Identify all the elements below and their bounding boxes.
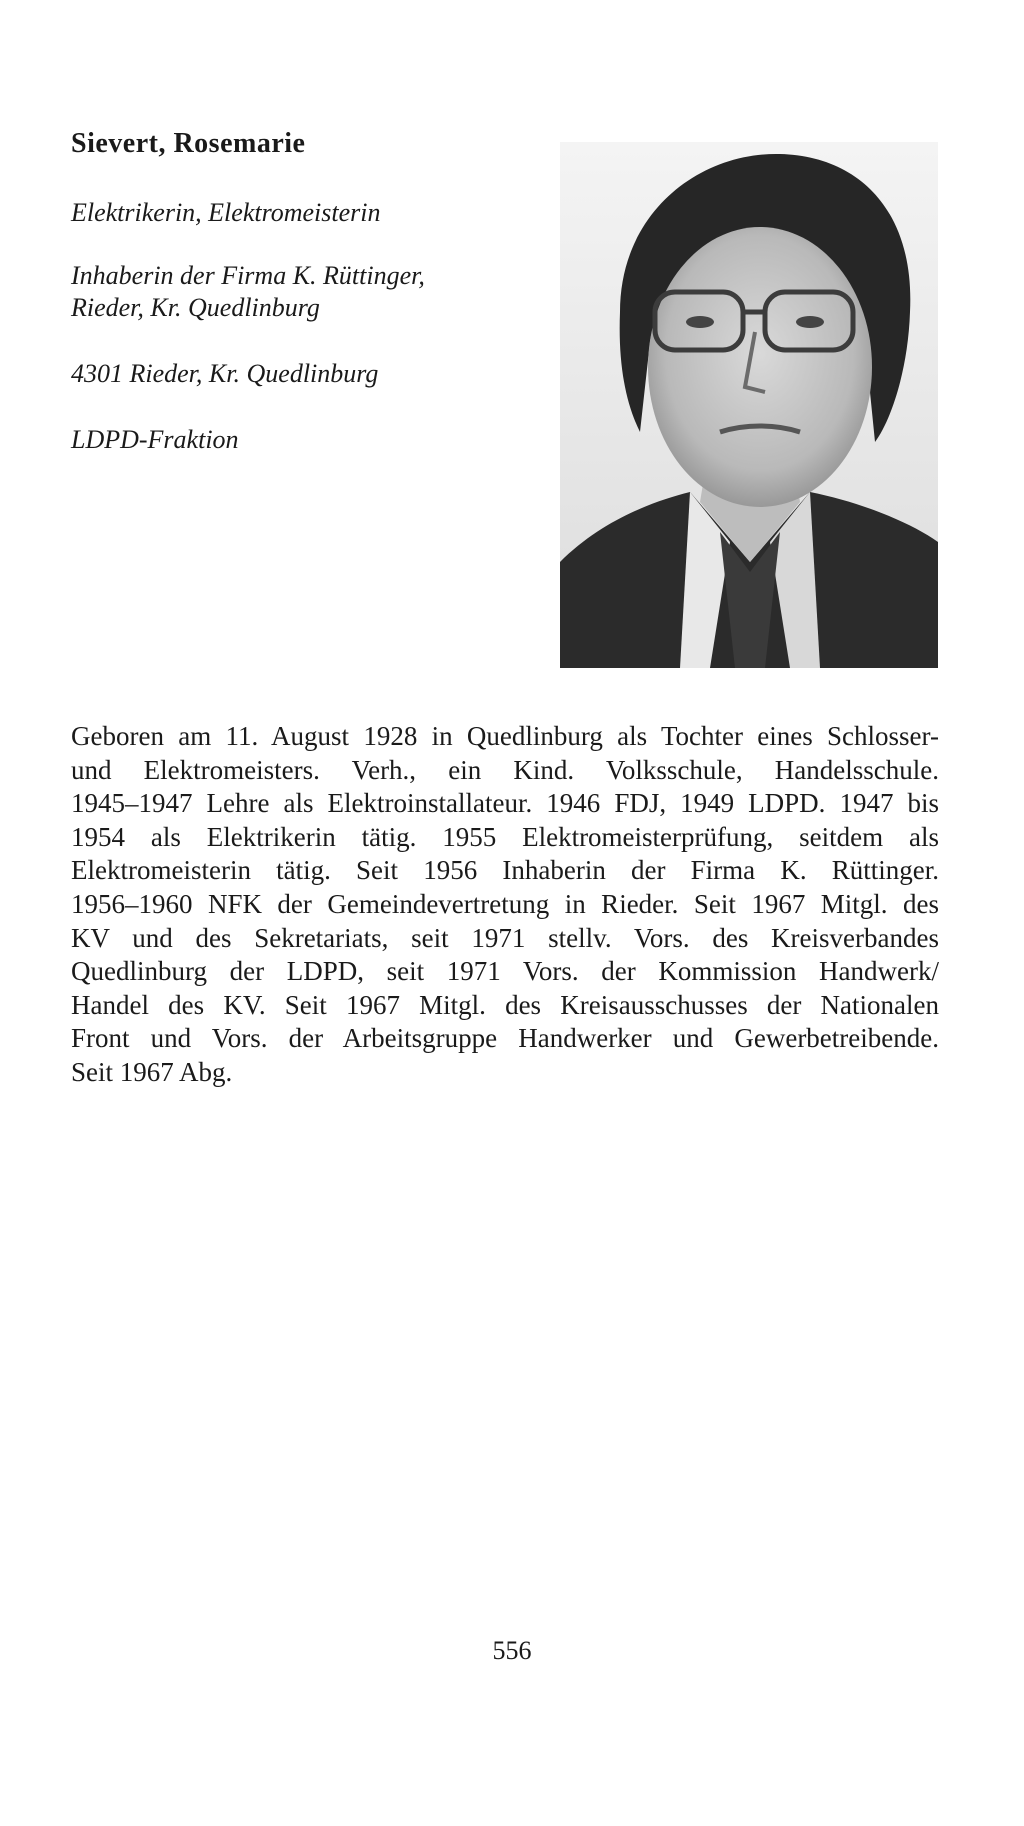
entry-faction: LDPD-Fraktion	[71, 425, 239, 454]
bio-line: KV und des Sekretariats, seit 1971 stellv. Vors. des Kreisverbandes	[71, 922, 939, 953]
portrait-photo	[560, 142, 938, 668]
portrait-illustration	[560, 142, 938, 668]
biography-text	[71, 720, 939, 1090]
bio-line: 1956–1960 NFK der Gemeindevertretung in Rieder. Seit 1967 Mitgl. des	[71, 888, 939, 919]
bio-line: Handel des KV. Seit 1967 Mitgl. des Kreisausschusses der Nationalen	[71, 989, 939, 1020]
entry-profession: Elektrikerin, Elektromeisterin	[71, 198, 381, 227]
employer-line-1: Inhaberin der Firma K. Rüttinger,	[71, 261, 425, 290]
bio-line: 1954 als Elektrikerin tätig. 1955 Elektromeisterprüfung, seitdem als	[71, 821, 939, 852]
entry-name: Sievert, Rosemarie	[71, 128, 306, 159]
bio-line: Elektromeisterin tätig. Seit 1956 Inhaberin der Firma K. Rüttinger.	[71, 855, 939, 886]
entry-employer	[71, 260, 425, 324]
bio-line: Front und Vors. der Arbeitsgruppe Handwerker und Gewerbetreibende.	[71, 1023, 939, 1054]
bio-line: Geboren am 11. August 1928 in Quedlinburg als Tochter eines Schlosser-	[71, 721, 939, 751]
page-number: 556	[492, 1636, 532, 1665]
bio-line: Quedlinburg der LDPD, seit 1971 Vors. der Kommission Handwerk/	[71, 956, 939, 987]
bio-line: und Elektromeisters. Verh., ein Kind. Volksschule, Handelsschule.	[71, 754, 939, 785]
bio-line: 1945–1947 Lehre als Elektroinstallateur. 1946 FDJ, 1949 LDPD. 1947 bis	[71, 788, 939, 819]
bio-line: Seit 1967 Abg.	[71, 1056, 233, 1087]
employer-line-2: Rieder, Kr. Quedlinburg	[71, 293, 320, 322]
entry-address: 4301 Rieder, Kr. Quedlinburg	[71, 359, 379, 388]
